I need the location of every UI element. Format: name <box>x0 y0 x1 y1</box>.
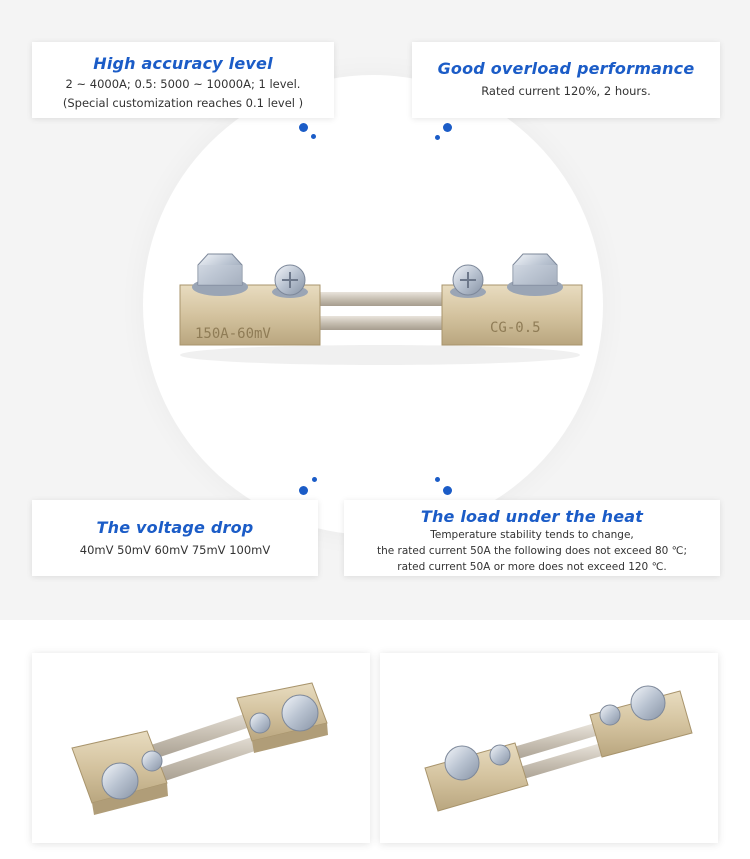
connector-dot <box>435 477 440 482</box>
heat-line-3: rated current 50A or more does not exceed 120 ℃. <box>397 561 667 573</box>
connector-dot <box>435 135 440 140</box>
heat-title: The load under the heat <box>420 507 644 526</box>
heat-line-1: Temperature stability tends to change, <box>430 529 634 541</box>
product-photo-right <box>380 653 718 843</box>
heat-line-2: the rated current 50A the following does not exceed 80 ℃; <box>376 545 688 557</box>
connector-dot <box>311 134 316 139</box>
voltage-line-1: 40mV 50mV 60mV 75mV 100mV <box>79 543 271 557</box>
shunt-resistor-main-image <box>160 230 600 380</box>
accuracy-line-1: 2 ~ 4000A; 0.5: 5000 ~ 10000A; 1 level. <box>65 77 301 91</box>
connector-dot <box>299 123 308 132</box>
accuracy-title: High accuracy level <box>93 54 273 73</box>
overload-card <box>412 42 720 118</box>
left-block-marking: 150A-60mV <box>195 326 271 342</box>
voltage-title: The voltage drop <box>96 518 254 537</box>
accuracy-line-2: (Special customization reaches 0.1 level ) <box>62 96 304 110</box>
overload-line-1: Rated current 120%, 2 hours. <box>481 84 651 98</box>
heat-card <box>344 500 720 576</box>
voltage-card <box>32 500 318 576</box>
right-block-marking: CG-0.5 <box>490 320 541 336</box>
connector-dot <box>299 486 308 495</box>
shunt-resistor-diagonal-image <box>380 653 718 843</box>
shunt-resistor-angled-image <box>32 653 370 843</box>
connector-dot <box>443 486 452 495</box>
overload-title: Good overload performance <box>437 59 695 78</box>
product-photo-left <box>32 653 370 843</box>
connector-dot <box>443 123 452 132</box>
connector-dot <box>312 477 317 482</box>
accuracy-card <box>32 42 334 118</box>
